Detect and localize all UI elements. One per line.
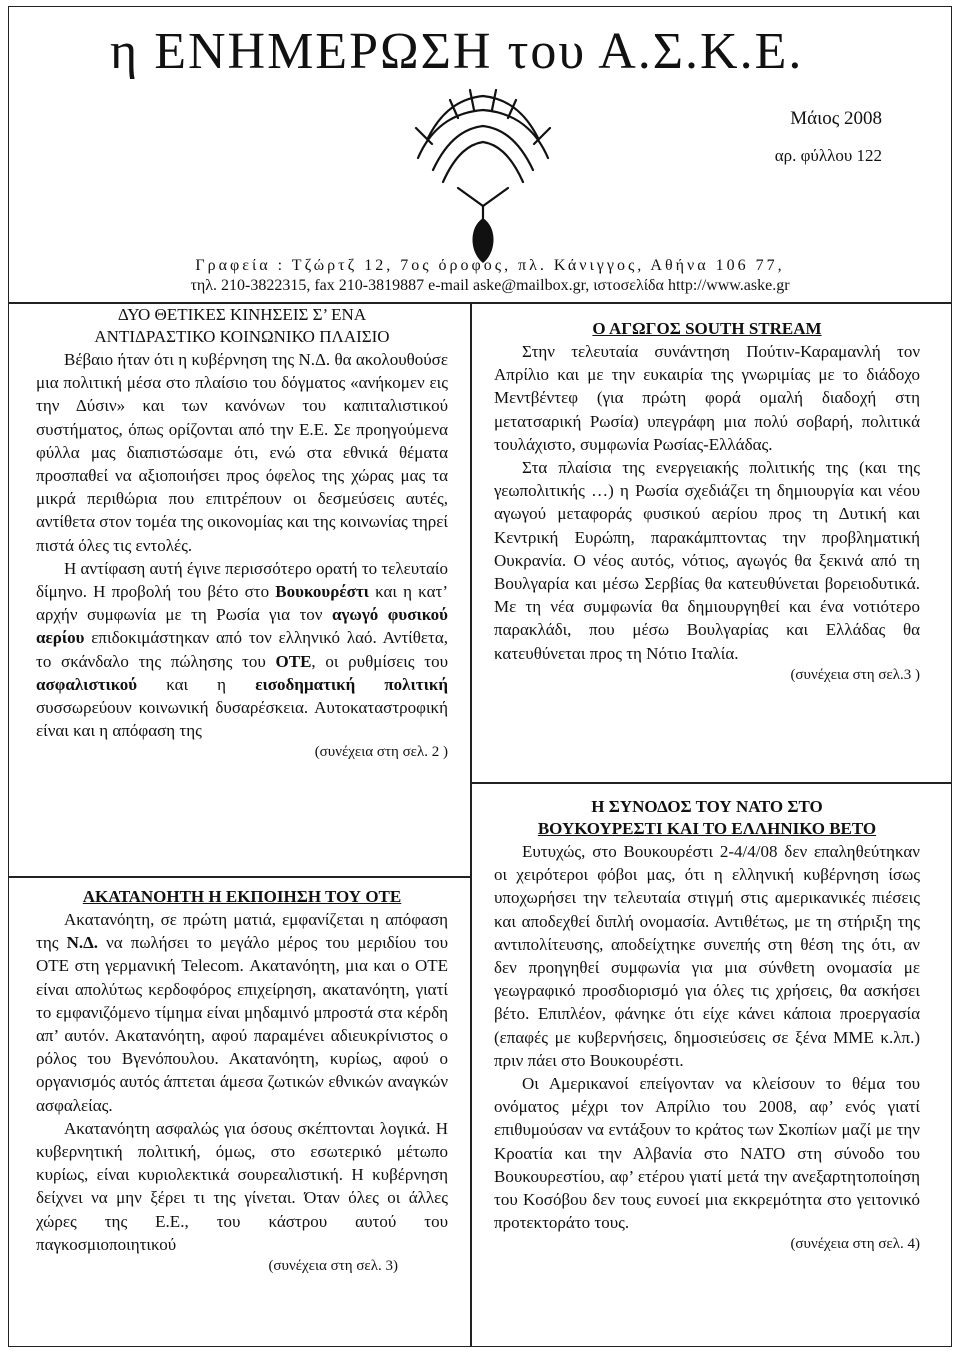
- bold-text-ote: ΟΤΕ: [275, 651, 312, 671]
- article1-paragraph2: [36, 557, 448, 743]
- header-divider: [8, 302, 952, 304]
- article1-title-line2: ΑΝΤΙΔΡΑΣΤΙΚΟ ΚΟΙΝΩΝΙΚΟ ΠΛΑΙΣΙΟ: [94, 327, 390, 346]
- text-run: , οι ρυθμίσεις του: [311, 651, 448, 671]
- carnation-logo-icon: [388, 78, 578, 268]
- contact-line: τηλ. 210-3822315, fax 210-3819887 e-mail aske@mailbox.gr, ιστοσελίδα http://www.aske.gr: [190, 277, 790, 294]
- article-positive-moves: [36, 304, 448, 762]
- text-run: Η αντίφαση αυτή έγινε περισσότερο ορατή το τελευταίο δίμηνο. Η προβολή του βέτο στο: [36, 558, 448, 602]
- text-run: και η: [137, 674, 256, 694]
- article2-paragraph1: [36, 908, 448, 1117]
- issue-number: αρ. φύλλου 122: [774, 146, 882, 165]
- article-south-stream: [494, 318, 920, 685]
- text-run: συσσωρεύουν κοινωνική δυσαρέσκεια. Αυτοκαταστροφική είναι και η απόφαση της: [36, 698, 448, 741]
- text-run: να πωλήσει το μεγάλο μέρος του μεριδίου του ΟΤΕ στη γερμανική Telecom. Ακατανόητη, μια και ο ΟΤΕ είναι απολύτως κερδοφόρος επιχείρηση, ακατανόητη, γιατί το εμφανιζόμενο τίμημα είναι μηδαμινό μπροστά στα κέρδη απ’ αυτόν. Ακατανόητη, αφού παραμένει αδιευκρίνιστος ο ρόλος του Βγενόπουλου. Ακατανόητη, κυρίως, αφού ο οργανισμός αυτός άπτεται άμεσα ζωτικών εθνικών αναγκών ασφαλείας.: [36, 933, 448, 1115]
- bold-text-bucharest: Βουκουρέστι: [275, 582, 369, 602]
- article4-title-line1: Η ΣΥΝΟΔΟΣ ΤΟΥ ΝΑΤΟ ΣΤΟ: [591, 797, 823, 816]
- left-article-divider: [8, 876, 471, 878]
- article1-continuation: (συνέχεια στη σελ. 2 ): [314, 744, 448, 761]
- article4-title-line2: ΒΟΥΚΟΥΡΕΣΤΙ ΚΑΙ ΤΟ ΕΛΛΗΝΙΚΟ ΒΕΤΟ: [537, 819, 877, 838]
- masthead-title: η ΕΝΗΜΕΡΩΣΗ του Α.Σ.Κ.Ε.: [110, 23, 804, 80]
- right-article-divider: [471, 782, 952, 784]
- column-divider-bottom: [470, 782, 472, 1347]
- article3-paragraph2: Στα πλαίσια της ενεργειακής πολιτικής της (και της γεωπολιτικής …) η Ρωσία σχεδιάζει τη δημιουργία και νέου αγωγού μεταφοράς φυσικού αερίου προς τη Δυτική και Κεντρική Ευρώπη, παρακάμπτοντας την προβληματική Ουκρανία. Ο νέος αυτός, νότιος, αγωγός θα ξεκινά από τη Βουλγαρία και μέσω Σερβίας θα κατευθύνεται βορειοδυτικά. Με τη νέα συμφωνία θα δημιουργηθεί και ένα νοτιότερο παρακλάδι, που μέσω Βουλγαρίας και Ελλάδας θα κατευθύνεται προς τη Νότιο Ιταλία.: [494, 458, 920, 663]
- text-run: Ακατανόητη, σε πρώτη ματιά, εμφανίζεται η απόφαση της: [36, 910, 448, 953]
- article2-paragraph2: Ακατανόητη ασφαλώς για όσους σκέπτονται λογικά. Η κυβερνητική πολιτική, όμως, στο εσωτερικό μέτωπο κυρίως, είναι κυριολεκτικά σουρεαλιστική. Η κυβέρνηση δείχνει να μην ξέρει τι της γίνεται. Όταν όλες οι άλλες χώρες της Ε.Ε., του κάστρου αυτού του παγκοσμιοποιητικού: [36, 1118, 448, 1254]
- text-run: επιδοκιμάστηκαν από τον ελληνικό λαό. Αντίθετα, το σκάνδαλο της πώλησης του: [36, 628, 448, 671]
- bold-text-insurance: ασφαλιστικού: [36, 674, 138, 694]
- article3-paragraph1: Στην τελευταία συνάντηση Πούτιν-Καραμανλή τον Απρίλιο και με την ευκαιρία της γνωριμίας με το διάδοχο Μεντβέντεφ (για πρώτη φορά ομαλή διαδοχή στη μετατσαρική Ρωσία) υπεγράφη μια πολύ σοβαρή, πολιτικά τουλάχιστο, συμφωνία Ρωσίας-Ελλάδας.: [494, 342, 920, 454]
- article1-title-line1: ΔΥΟ ΘΕΤΙΚΕΣ ΚΙΝΗΣΕΙΣ Σ’ ΕΝΑ: [117, 305, 367, 324]
- bold-text-pipeline: αγωγό φυσικού αερίου: [36, 605, 448, 648]
- text-run: και η κατ’ αρχήν συμφωνία με τη Ρωσία για τον: [36, 582, 448, 625]
- article2-continuation: (συνέχεια στη σελ. 3): [268, 1258, 398, 1275]
- article4-paragraph2: Οι Αμερικανοί επείγονταν να κλείσουν το θέμα του ονόματος μέχρι τον Απρίλιο του 2008, αφ’ ενός γιατί επιθυμούσαν να εντάξουν το κράτος των Σκοπίων μαζί με την Κροατία και την Αλβανία στο ΝΑΤΟ στη σύνοδο του Βουκουρεστίου, αφ’ ετέρου γιατί μετά την ανεξαρτητοποίηση του Κοσόβου δεν τους ευνοεί μια εκκρεμότητα στο γειτονικό προτεκτοράτο τους.: [494, 1074, 920, 1233]
- article-ote-sale: [36, 886, 448, 1276]
- article-nato-summit: [494, 796, 920, 1254]
- address-line: Γραφεία : Τζώρτζ 12, 7ος όροφος, πλ. Κάνιγγος, Αθήνα 106 77,: [195, 257, 785, 274]
- contact-address: [100, 256, 880, 296]
- issue-date: Μάιος 2008: [790, 108, 882, 129]
- article1-paragraph1: Βέβαιο ήταν ότι η κυβέρνηση της Ν.Δ. θα ακολουθούσε μια πολιτική μέσα στο πλαίσιο του δόγματος «ανήκομεν εις την Δύσιν» και των κανόνων του καπιταλιστικού συστήματος, όπως ορίζονται από την Ε.Ε. Σε προηγούμενα φύλλα μας διαπιστώσαμε ότι, ενώ στα εθνικά θέματα προσπαθεί να αξιοποιήσει προς όφελος της χώρας μας τα μικρά περιθώρια που επιτρέπουν οι δεσμεύσεις αυτές, αντίθετα στον τομέα της οικονομίας και της κοινωνίας τηρεί πιστά όλες τις εντολές.: [36, 350, 448, 555]
- article2-title: ΑΚΑΤΑΝΟΗΤΗ Η ΕΚΠΟΙΗΣΗ ΤΟΥ ΟΤΕ: [82, 887, 402, 906]
- article3-title: Ο ΑΓΩΓΟΣ SOUTH STREAM: [592, 319, 822, 338]
- bold-text-nd: Ν.Δ.: [66, 933, 98, 953]
- article4-continuation: (συνέχεια στη σελ. 4): [790, 1236, 920, 1253]
- bold-text-income-policy: εισοδηματική πολιτική: [255, 674, 449, 694]
- article3-continuation: (συνέχεια στη σελ.3 ): [790, 666, 920, 683]
- article4-paragraph1: Ευτυχώς, στο Βουκουρέστι 2-4/4/08 δεν επαληθεύτηκαν οι χειρότεροι φόβοι μας, ότι η ελληνική κυβέρνηση ίσως υποχωρήσει την τελευταία στιγμή στις αμερικανικές πιέσεις και αποδεχθεί διπλή ονομασία. Αντιθέτως, με τη στήριξη της αντιπολίτευσης, αποδείχτηκε συνεπής στη θέση της ότι, αν δεν προηγηθεί συμφωνία για μια σύνθετη ονομασία με γεωγραφικό προσδιορισμό για όλες τις χρήσεις, θα ασκήσει βέτο. Επιπλέον, φάνηκε ότι είχε κάνει κάποια προεργασία (επαφές με κυβερνήσεις, δημοσιεύσεις σε ξένα ΜΜΕ κ.λπ.) πριν πάει στο Βουκουρέστι.: [494, 842, 920, 1070]
